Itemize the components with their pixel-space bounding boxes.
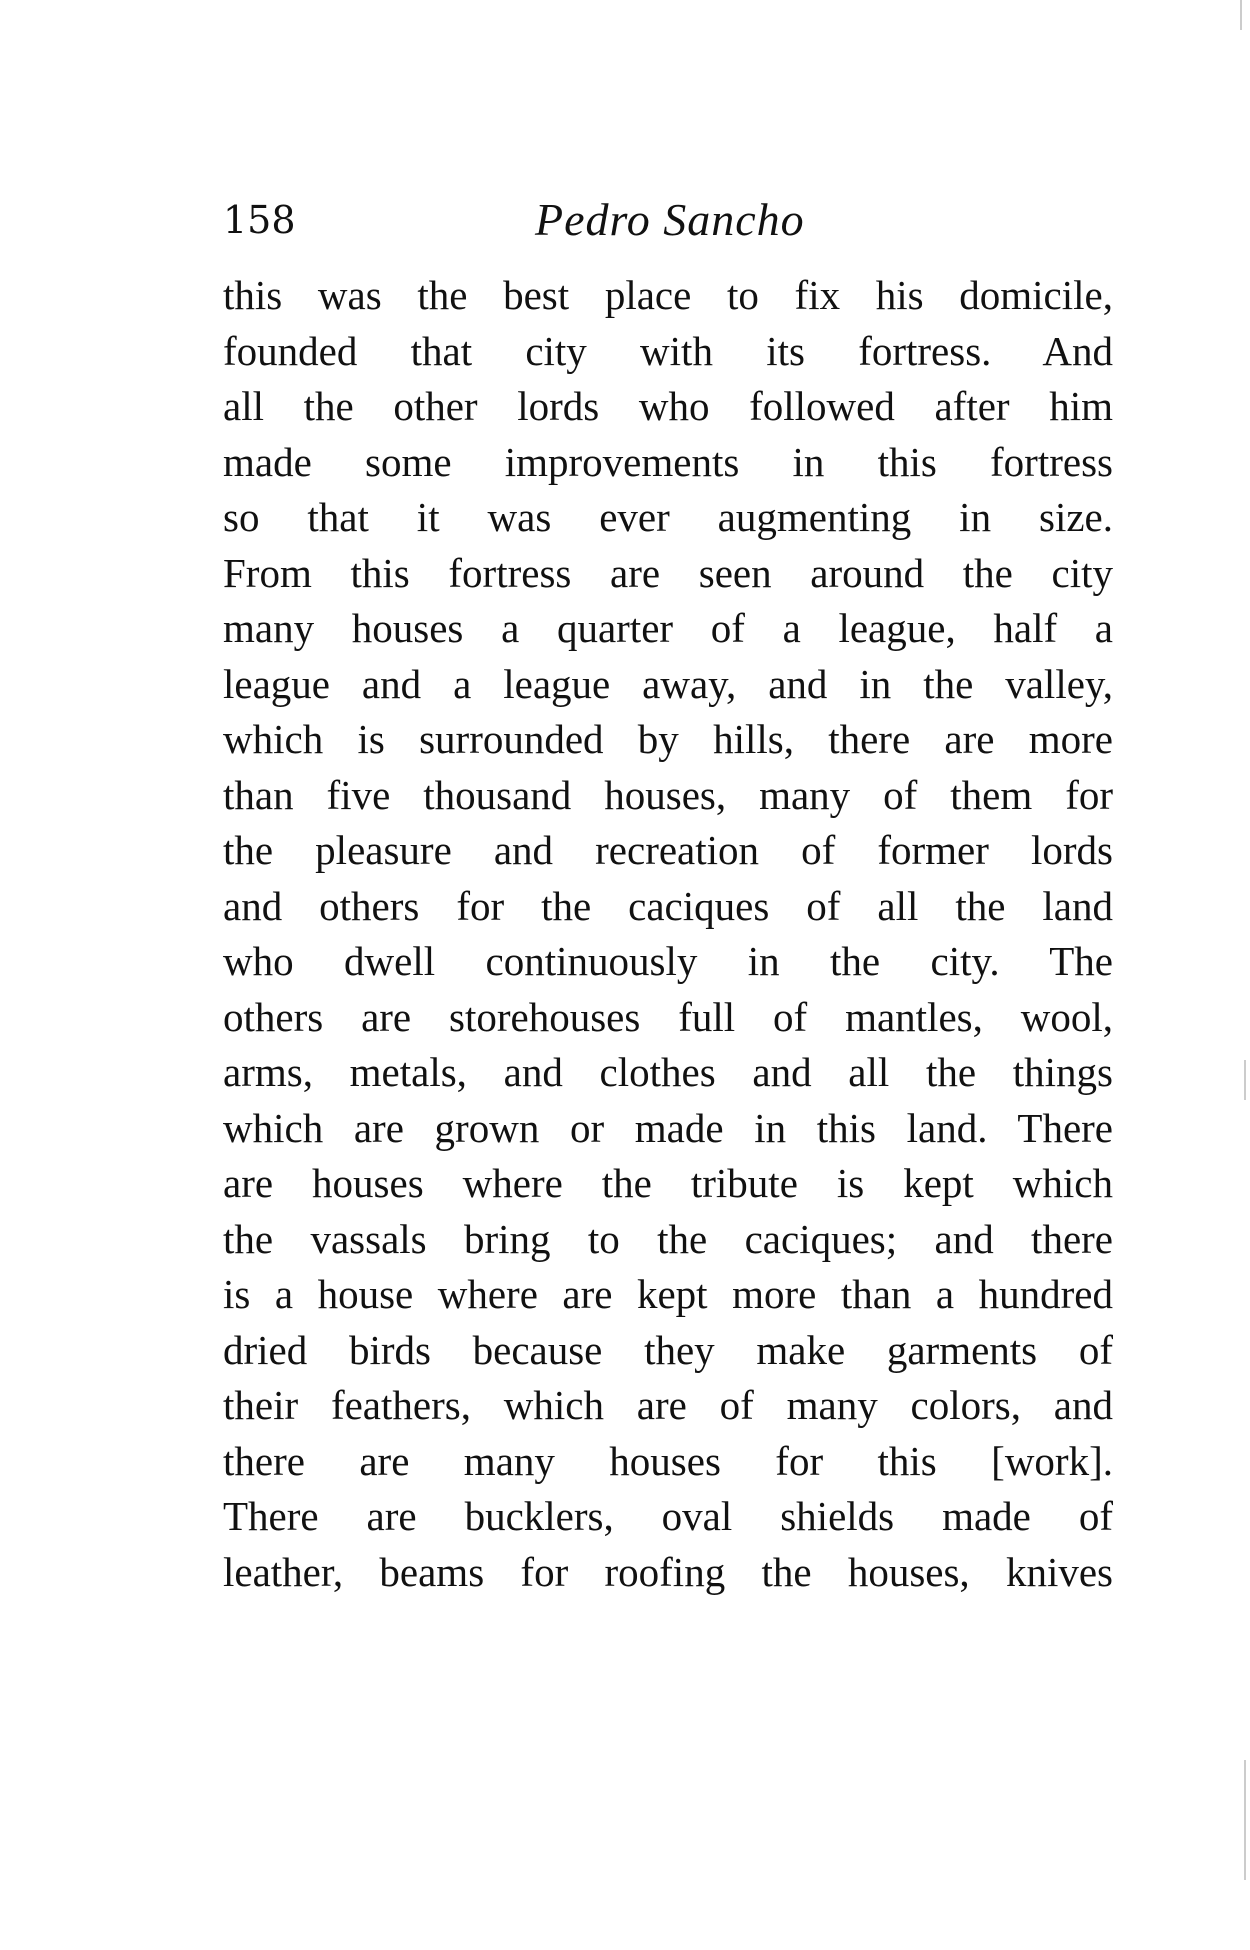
running-title: Pedro Sancho — [535, 194, 805, 245]
page-header — [223, 190, 1113, 250]
scan-edge-mark — [1244, 1760, 1246, 1880]
text-line: founded that city with its fortress. And — [223, 327, 1113, 374]
text-line: league and a league away, and in the valley, — [223, 660, 1113, 707]
body-text — [223, 268, 1113, 1600]
text-line: There are bucklers, oval shields made of — [223, 1493, 1113, 1539]
text-line: so that it was ever augmenting in size. — [223, 494, 1113, 540]
text-line: this was the best place to fix his domicile, — [223, 272, 1113, 318]
text-line: all the other lords who followed after him — [223, 383, 1113, 429]
text-line: From this fortress are seen around the city — [223, 549, 1113, 596]
text-line: others are storehouses full of mantles, wool, — [223, 993, 1113, 1040]
text-line: the pleasure and recreation of former lords — [223, 827, 1113, 873]
text-line: which is surrounded by hills, there are more — [223, 716, 1113, 762]
text-line: leather, beams for roofing the houses, knives — [223, 1548, 1113, 1595]
page-number: 158 — [223, 198, 296, 242]
scan-edge-mark — [1240, 0, 1242, 30]
text-line: made some improvements in this fortress — [223, 438, 1113, 485]
text-line: there are many houses for this [work]. — [223, 1437, 1113, 1484]
text-line: dried birds because they make garments of — [223, 1326, 1113, 1373]
text-line: and others for the caciques of all the land — [223, 882, 1113, 929]
text-line: arms, metals, and clothes and all the things — [223, 1049, 1113, 1095]
text-line: who dwell continuously in the city. The — [223, 938, 1113, 984]
text-line: than five thousand houses, many of them for — [223, 771, 1113, 818]
text-line: is a house where are kept more than a hundred — [223, 1271, 1113, 1317]
text-line: which are grown or made in this land. There — [223, 1104, 1113, 1151]
scan-edge-mark — [1244, 1060, 1246, 1100]
text-line: their feathers, which are of many colors, and — [223, 1382, 1113, 1428]
text-line: are houses where the tribute is kept which — [223, 1160, 1113, 1206]
text-line: many houses a quarter of a league, half a — [223, 605, 1113, 651]
text-line: the vassals bring to the caciques; and there — [223, 1215, 1113, 1262]
